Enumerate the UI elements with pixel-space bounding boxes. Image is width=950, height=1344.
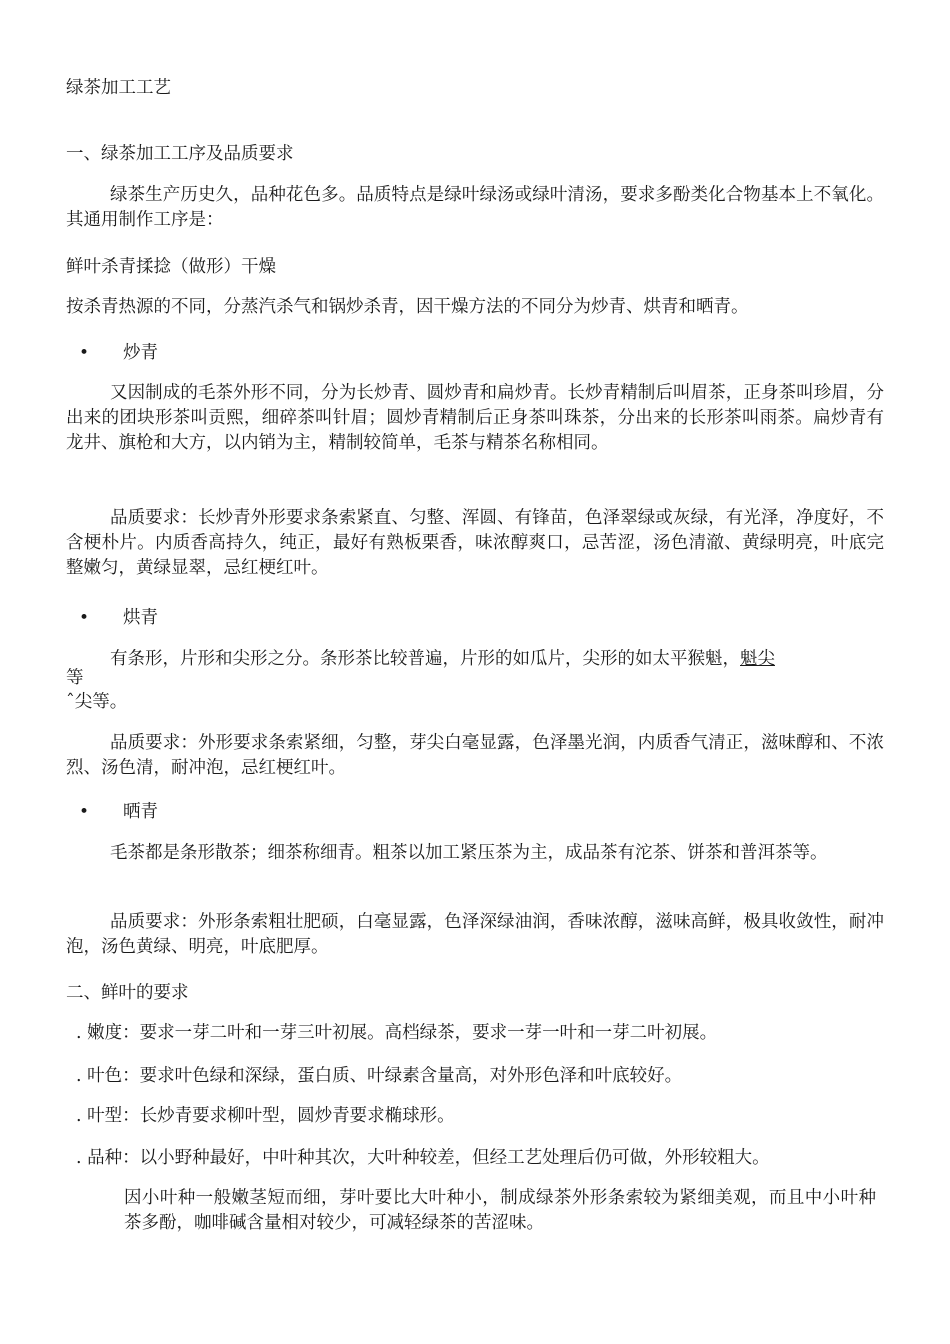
subheading-hongqing: 烘青 (123, 608, 158, 628)
hongqing-description-line2: ˆ尖等。 (66, 692, 128, 712)
requirement-leaf-color: . 叶色：要求叶色绿和深绿，蛋白质、叶绿素含量高，对外形色泽和叶底较好。 (76, 1066, 683, 1086)
section1-intro: 绿茶生产历史久，品种花色多。品质特点是绿叶绿汤或绿叶清汤，要求多酚类化合物基本上不氧化。其通用制作工序是： (66, 185, 884, 230)
chaoqing-quality: 品质要求：长炒青外形要求条索紧直、匀整、浑圆、有锋苗，色泽翠绿或灰绿，有光泽，净度好，不含梗朴片。内质香高持久，纯正，最好有熟板栗香，味浓醇爽口，忌苦涩，汤色清澈、黄绿明亮，叶底完整嫩匀，黄绿显翠，忌红梗红叶。 (66, 508, 884, 578)
process-steps: 鲜叶杀青揉捻（做形）干燥 (66, 257, 276, 277)
shaiqing-quality: 品质要求：外形条索粗壮肥硕，白毫显露，色泽深绿油润，香味浓醇，滋味高鲜，极具收敛性，耐冲泡，汤色黄绿、明亮，叶底肥厚。 (66, 912, 884, 957)
requirement-leaf-shape: . 叶型：长炒青要求柳叶型，圆炒青要求椭球形。 (76, 1106, 455, 1126)
bullet-chaoqing: • (79, 343, 90, 363)
hongqing-description-line1 (110, 647, 775, 671)
subheading-chaoqing: 炒青 (123, 343, 158, 363)
bullet-shaiqing: • (79, 802, 90, 822)
hongqing-desc-text: 有条形，片形和尖形之分。条形茶比较普遍，片形的如瓜片，尖形的如太平猴魁， (110, 649, 740, 669)
requirement-tenderness: . 嫩度：要求一芽二叶和一芽三叶初展。高档绿茶，要求一芽一叶和一芽二叶初展。 (76, 1023, 718, 1043)
variety-note: 因小叶种一般嫩茎短而细，芽叶要比大叶种小，制成绿茶外形条索较为紧细美观，而且中小叶种茶多酚，咖啡碱含量相对较少，可减轻绿茶的苦涩味。 (124, 1188, 876, 1233)
chaoqing-description: 又因制成的毛茶外形不同，分为长炒青、圆炒青和扁炒青。长炒青精制后叫眉茶，正身茶叫珍眉，分出来的团块形茶叫贡熙，细碎茶叫针眉；圆炒青精制后正身茶叫珠茶，分出来的长形茶叫雨茶。扁炒青有龙井、旗枪和大方，以内销为主，精制较简单，毛茶与精茶名称相同。 (66, 383, 884, 453)
section2-heading: 二、鲜叶的要求 (66, 983, 189, 1003)
hongqing-underlined-term: 魁尖 (740, 649, 775, 669)
shaiqing-description: 毛茶都是条形散茶；细茶称细青。粗茶以加工紧压茶为主，成品茶有沱茶、饼茶和普洱茶等。 (110, 843, 828, 863)
document-title: 绿茶加工工艺 (66, 78, 171, 98)
subheading-shaiqing: 晒青 (123, 802, 158, 822)
requirement-variety: . 品种：以小野种最好，中叶种其次，大叶种较差，但经工艺处理后仍可做，外形较粗大。 (76, 1148, 770, 1168)
hongqing-overflow-char: 等 (66, 668, 84, 688)
hongqing-quality: 品质要求：外形要求条索紧细，匀整，芽尖白毫显露，色泽墨光润，内质香气清正，滋味醇和、不浓烈、汤色清，耐冲泡，忌红梗红叶。 (66, 733, 884, 778)
classification-text: 按杀青热源的不同，分蒸汽杀气和锅炒杀青，因干燥方法的不同分为炒青、烘青和晒青。 (66, 297, 749, 317)
section1-heading: 一、绿茶加工工序及品质要求 (66, 144, 294, 164)
bullet-hongqing: • (79, 608, 90, 628)
